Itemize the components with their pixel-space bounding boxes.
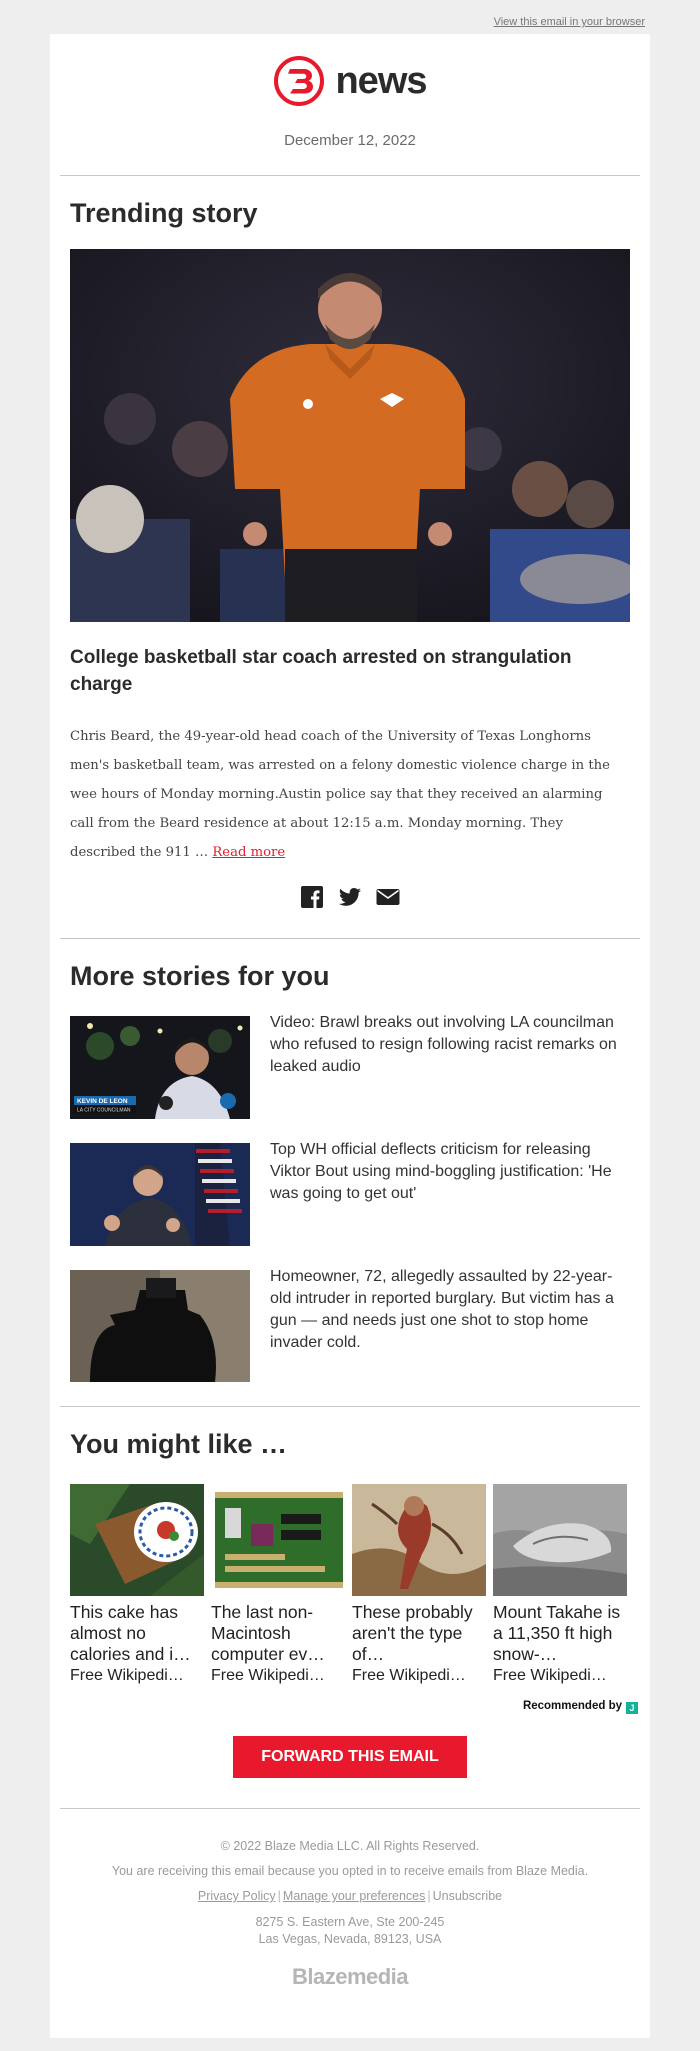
recommendation-card[interactable]	[211, 1484, 345, 1686]
recommendation-image[interactable]	[352, 1484, 486, 1596]
top-bar	[0, 0, 700, 34]
recommendation-title[interactable]: Mount Takahe is a 11,350 ft high snow-…	[493, 1602, 621, 1664]
brand-logo[interactable]	[273, 54, 426, 108]
recommendation-image[interactable]	[70, 1484, 204, 1596]
story-thumbnail[interactable]	[70, 1016, 250, 1119]
address-line-1: 8275 S. Eastern Ave, Ste 200-245	[255, 1915, 445, 1929]
email-header	[50, 34, 650, 149]
thumbnail-subcaption: LA CITY COUNCILMAN	[77, 1107, 131, 1114]
address-line-2: Las Vegas, Nevada, 89123, USA	[258, 1932, 442, 1946]
opt-in-notice: You are receiving this email because you opted in to receive emails from Blaze Media.	[111, 1864, 589, 1878]
recommendation-source: Free Wikipedi…	[493, 1667, 607, 1684]
footer	[50, 1839, 650, 1990]
story-title[interactable]: Top WH official deflects criticism for releasing Viktor Bout using mind-boggling justification: 'He was going to get out'	[270, 1141, 612, 1202]
you-might-like-heading: You might like …	[70, 1429, 288, 1459]
recommendation-card[interactable]	[352, 1484, 486, 1686]
facebook-icon[interactable]	[300, 885, 324, 909]
recommended-by[interactable]	[50, 1700, 650, 1714]
recommendation-card[interactable]	[70, 1484, 204, 1686]
unsubscribe-link[interactable]: Unsubscribe	[432, 1889, 503, 1903]
email-card	[50, 34, 650, 2038]
recommender-logo-icon: J	[626, 1702, 638, 1714]
share-bar	[50, 885, 650, 915]
recommendations-grid	[50, 1484, 650, 1686]
recommendation-image[interactable]	[211, 1484, 345, 1596]
recommended-by-label: Recommended by	[522, 1700, 622, 1712]
thumbnail-caption: KEVIN DE LEON	[77, 1098, 128, 1105]
trending-headline[interactable]: College basketball star coach arrested on strangulation charge	[70, 647, 572, 695]
more-stories-heading: More stories for you	[70, 961, 330, 991]
brand-wordmark: news	[335, 59, 427, 102]
privacy-policy-link[interactable]: Privacy Policy	[197, 1889, 276, 1903]
story-item[interactable]	[50, 1143, 650, 1246]
manage-preferences-link[interactable]: Manage your preferences	[282, 1889, 426, 1903]
story-thumbnail[interactable]	[70, 1270, 250, 1382]
view-in-browser-link[interactable]: View this email in your browser	[493, 16, 645, 28]
story-item[interactable]	[50, 1016, 650, 1119]
trending-heading: Trending story	[70, 198, 258, 228]
recommendation-source: Free Wikipedi…	[70, 1667, 184, 1684]
divider	[60, 1808, 640, 1809]
email-share-icon[interactable]	[376, 885, 400, 909]
newsletter-date: December 12, 2022	[284, 132, 416, 149]
link-separator: |	[427, 1889, 431, 1903]
link-separator: |	[277, 1889, 281, 1903]
copyright-text: © 2022 Blaze Media LLC. All Rights Reserved.	[220, 1839, 480, 1853]
recommendation-title[interactable]: The last non-Macintosh computer ev…	[211, 1602, 325, 1664]
divider	[60, 1406, 640, 1407]
recommendation-card[interactable]	[493, 1484, 627, 1686]
recommendation-source: Free Wikipedi…	[211, 1667, 325, 1684]
divider	[60, 175, 640, 176]
read-more-link[interactable]: Read more	[212, 845, 286, 860]
blaze-logo-icon	[273, 55, 325, 107]
excerpt-text: Chris Beard, the 49-year-old head coach of the University of Texas Longhorns men's basketball team, was arrested on a felony domestic violence charge in the wee hours of Monday morning.Austin police say that they received an alarming call from the Beard residence at about 12:15 a.m. Monday morning. They described the 911 …	[70, 729, 610, 860]
recommendation-image[interactable]	[493, 1484, 627, 1596]
story-title[interactable]: Homeowner, 72, allegedly assaulted by 22-year-old intruder in reported burglary. But victim has a gun — and needs just one shot to stop home invader cold.	[270, 1268, 614, 1351]
story-thumbnail[interactable]	[70, 1143, 250, 1246]
story-item[interactable]	[50, 1270, 650, 1382]
trending-story-image[interactable]	[70, 249, 630, 622]
forward-email-button[interactable]: FORWARD THIS EMAIL	[233, 1736, 467, 1778]
recommendation-source: Free Wikipedi…	[352, 1667, 466, 1684]
trending-excerpt	[50, 722, 650, 867]
divider	[60, 938, 640, 939]
story-title[interactable]: Video: Brawl breaks out involving LA councilman who refused to resign following racist remarks on leaked audio	[270, 1014, 617, 1075]
recommendation-title[interactable]: These probably aren't the type of…	[352, 1602, 473, 1664]
footer-links	[50, 1889, 650, 1903]
recommendation-title[interactable]: This cake has almost no calories and i…	[70, 1602, 191, 1664]
twitter-icon[interactable]	[338, 885, 362, 909]
blaze-media-logo[interactable]: Blazemedia	[291, 1964, 409, 1989]
